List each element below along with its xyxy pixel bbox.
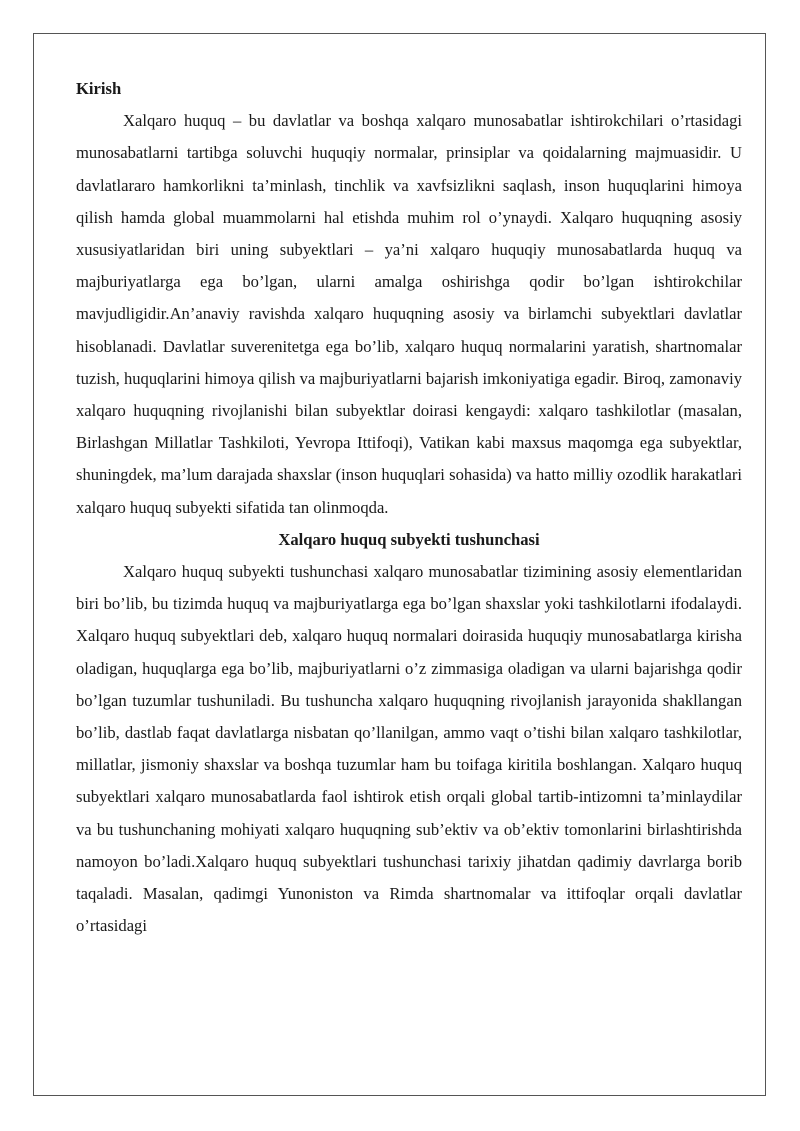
document-body — [76, 73, 742, 942]
section-heading: Xalqaro huquq subyekti tushunchasi — [278, 529, 540, 549]
intro-paragraph: Xalqaro huquq – bu davlatlar va boshqa xalqaro munosabatlar ishtirokchilari o’rtasidagi munosabatlarni tartibga soluvchi huquqiy normalar, prinsiplar va qoidalarning majmuasidir. U davlatlararo hamkorlikni ta’minlash, tinchlik va xavfsizlikni saqlash, inson huquqlarini himoya qilish hamda global muammolarni hal etishda muhim rol o’ynaydi. Xalqaro huquqning asosiy xususiyatlaridan biri uning subyektlari – ya’ni xalqaro huquqiy munosabatlarda huquq va majburiyatlarga ega bo’lgan, ularni amalga oshirishga qodir bo’lgan ishtirokchilar mavjudligidir.An’anaviy ravishda xalqaro huquqning asosiy va birlamchi subyektlari davlatlar hisoblanadi. Davlatlar suverenitetga ega bo’lib, xalqaro huquq normalarini yaratish, shartnomalar tuzish, huquqlarini himoya qilish va majburiyatlarni bajarish imkoniyatiga egadir. Biroq, zamonaviy xalqaro huquqning rivojlanishi bilan subyektlar doirasi kengaydi: xalqaro tashkilotlar (masalan, Birlashgan Millatlar Tashkiloti, Yevropa Ittifoqi), Vatikan kabi maxsus maqomga ega subyektlar, shuningdek, ma’lum darajada shaxslar (inson huquqlari sohasida) va hatto milliy ozodlik harakatlari xalqaro huquq subyekti sifatida tan olinmoqda. — [76, 111, 742, 517]
section-paragraph: Xalqaro huquq subyekti tushunchasi xalqaro munosabatlar tizimining asosiy elementlaridan biri bo’lib, bu tizimda huquq va majburiyatlarga ega bo’lgan shaxslar yoki tashkilotlarni ifodalaydi. Xalqaro huquq subyektlari deb, xalqaro huquq normalari doirasida huquqiy munosabatlarga kirisha oladigan, huquqlarga ega bo’lib, majburiyatlarni o’z zimmasiga oladigan va ularni bajarishga qodir bo’lgan tuzumlar tushuniladi. Bu tushuncha xalqaro huquqning rivojlanish jarayonida shakllangan bo’lib, dastlab faqat davlatlarga nisbatan qo’llanilgan, ammo vaqt o’tishi bilan xalqaro tashkilotlar, millatlar, jismoniy shaxslar va boshqa tuzumlar ham bu toifaga kiritila boshlangan. Xalqaro huquq subyektlari xalqaro munosabatlarda faol ishtirok etish orqali global tartib-intizomni ta’minlaydilar va bu tushunchaning mohiyati xalqaro huquqning sub’ektiv va ob’ektiv tomonlarini birlashtirishda namoyon bo’ladi.Xalqaro huquq subyektlari tushunchasi tarixiy jihatdan qadimiy davrlarga borib taqaladi. Masalan, qadimgi Yunoniston va Rimda shartnomalar va ittifoqlar orqali davlatlar o’rtasidagi — [76, 562, 742, 936]
intro-heading: Kirish — [76, 79, 122, 98]
